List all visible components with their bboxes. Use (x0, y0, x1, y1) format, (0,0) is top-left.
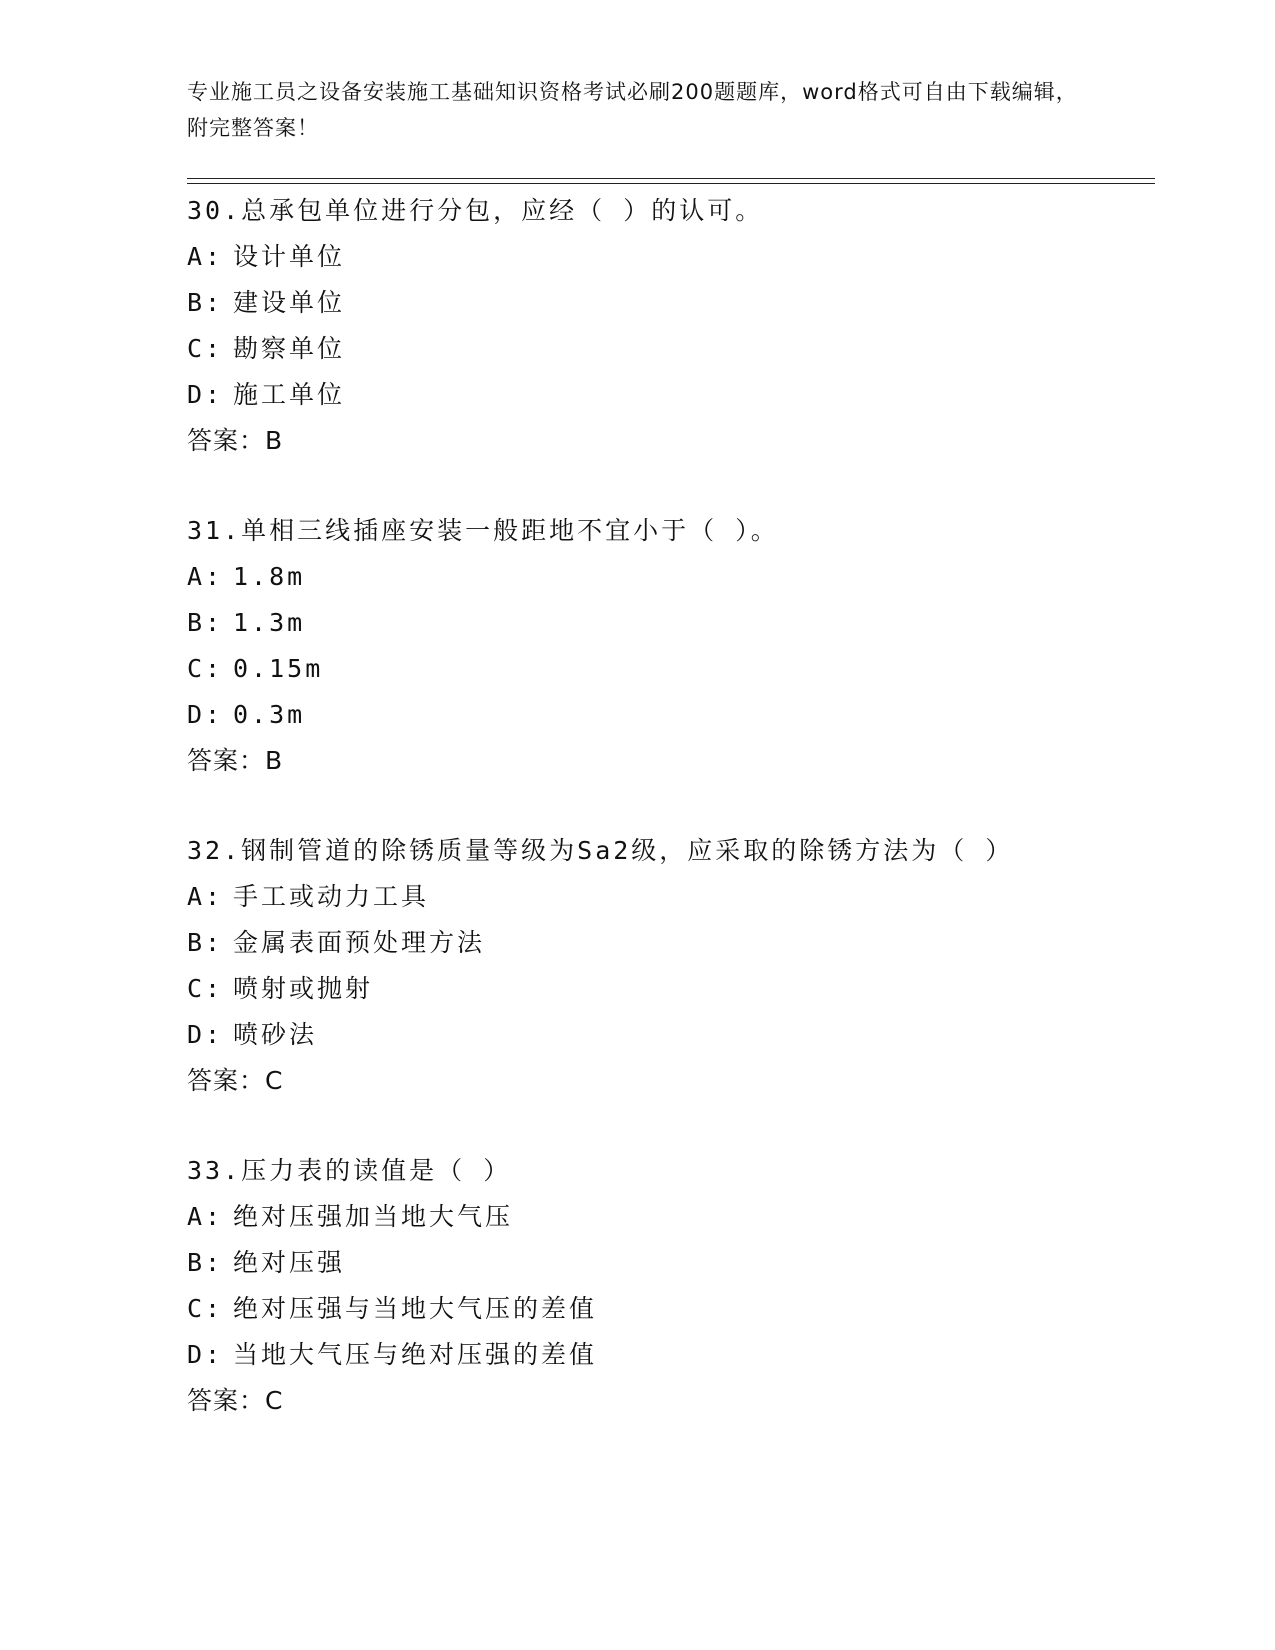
option-tag: A: (187, 1202, 224, 1231)
option-a (187, 874, 1187, 920)
answer-label: 答案：C (187, 1386, 284, 1415)
option-tag: C: (187, 654, 224, 683)
question-stem: 33.压力表的读值是（ ） (187, 1156, 512, 1185)
answer-label: 答案：B (187, 746, 284, 775)
option-tag: B: (187, 1248, 224, 1277)
option-a (187, 234, 1187, 280)
option-c (187, 1286, 1187, 1332)
option-tag: D: (187, 1340, 224, 1369)
question-31 (187, 508, 1187, 828)
option-tag: D: (187, 380, 224, 409)
option-tag: C: (187, 1294, 224, 1323)
option-text: 0.3m (233, 700, 306, 729)
option-tag: C: (187, 974, 224, 1003)
option-text: 绝对压强与当地大气压的差值 (233, 1294, 598, 1323)
answer-label: 答案：C (187, 1066, 284, 1095)
option-tag: C: (187, 334, 224, 363)
option-d (187, 372, 1187, 418)
header-divider-bottom (187, 183, 1155, 184)
option-d (187, 1332, 1187, 1378)
question-30 (187, 188, 1187, 508)
option-text: 手工或动力工具 (233, 882, 430, 911)
option-c (187, 966, 1187, 1012)
option-tag: B: (187, 288, 224, 317)
option-text: 0.15m (233, 654, 324, 683)
option-text: 勘察单位 (233, 334, 346, 363)
option-text: 当地大气压与绝对压强的差值 (233, 1340, 598, 1369)
option-b (187, 1240, 1187, 1286)
option-b (187, 920, 1187, 966)
option-text: 金属表面预处理方法 (233, 928, 486, 957)
question-32 (187, 828, 1187, 1148)
option-text: 绝对压强加当地大气压 (233, 1202, 514, 1231)
option-c (187, 326, 1187, 372)
option-tag: B: (187, 928, 224, 957)
option-text: 1.8m (233, 562, 306, 591)
question-33 (187, 1148, 1187, 1468)
option-tag: B: (187, 608, 224, 637)
question-list (187, 188, 1187, 1468)
option-a (187, 1194, 1187, 1240)
option-text: 绝对压强 (233, 1248, 346, 1277)
option-tag: A: (187, 562, 224, 591)
option-tag: A: (187, 882, 224, 911)
option-b (187, 280, 1187, 326)
option-tag: D: (187, 1020, 224, 1049)
option-tag: D: (187, 700, 224, 729)
header-divider-top (187, 178, 1155, 179)
document-header: 专业施工员之设备安装施工基础知识资格考试必刷200题题库，word格式可自由下载编辑，附完整答案！ (187, 80, 1078, 140)
answer-label: 答案：B (187, 426, 284, 455)
option-b (187, 600, 1187, 646)
option-d (187, 1012, 1187, 1058)
question-stem: 30.总承包单位进行分包，应经（ ）的认可。 (187, 196, 764, 225)
option-c (187, 646, 1187, 692)
question-stem: 32.钢制管道的除锈质量等级为Sa2级，应采取的除锈方法为（ ） (187, 836, 1014, 865)
option-tag: A: (187, 242, 224, 271)
option-text: 建设单位 (233, 288, 346, 317)
question-stem: 31.单相三线插座安装一般距地不宜小于（ ）。 (187, 516, 779, 545)
option-text: 喷砂法 (233, 1020, 318, 1049)
option-text: 喷射或抛射 (233, 974, 374, 1003)
option-d (187, 692, 1187, 738)
option-text: 1.3m (233, 608, 306, 637)
option-text: 设计单位 (233, 242, 346, 271)
option-a (187, 554, 1187, 600)
option-text: 施工单位 (233, 380, 346, 409)
